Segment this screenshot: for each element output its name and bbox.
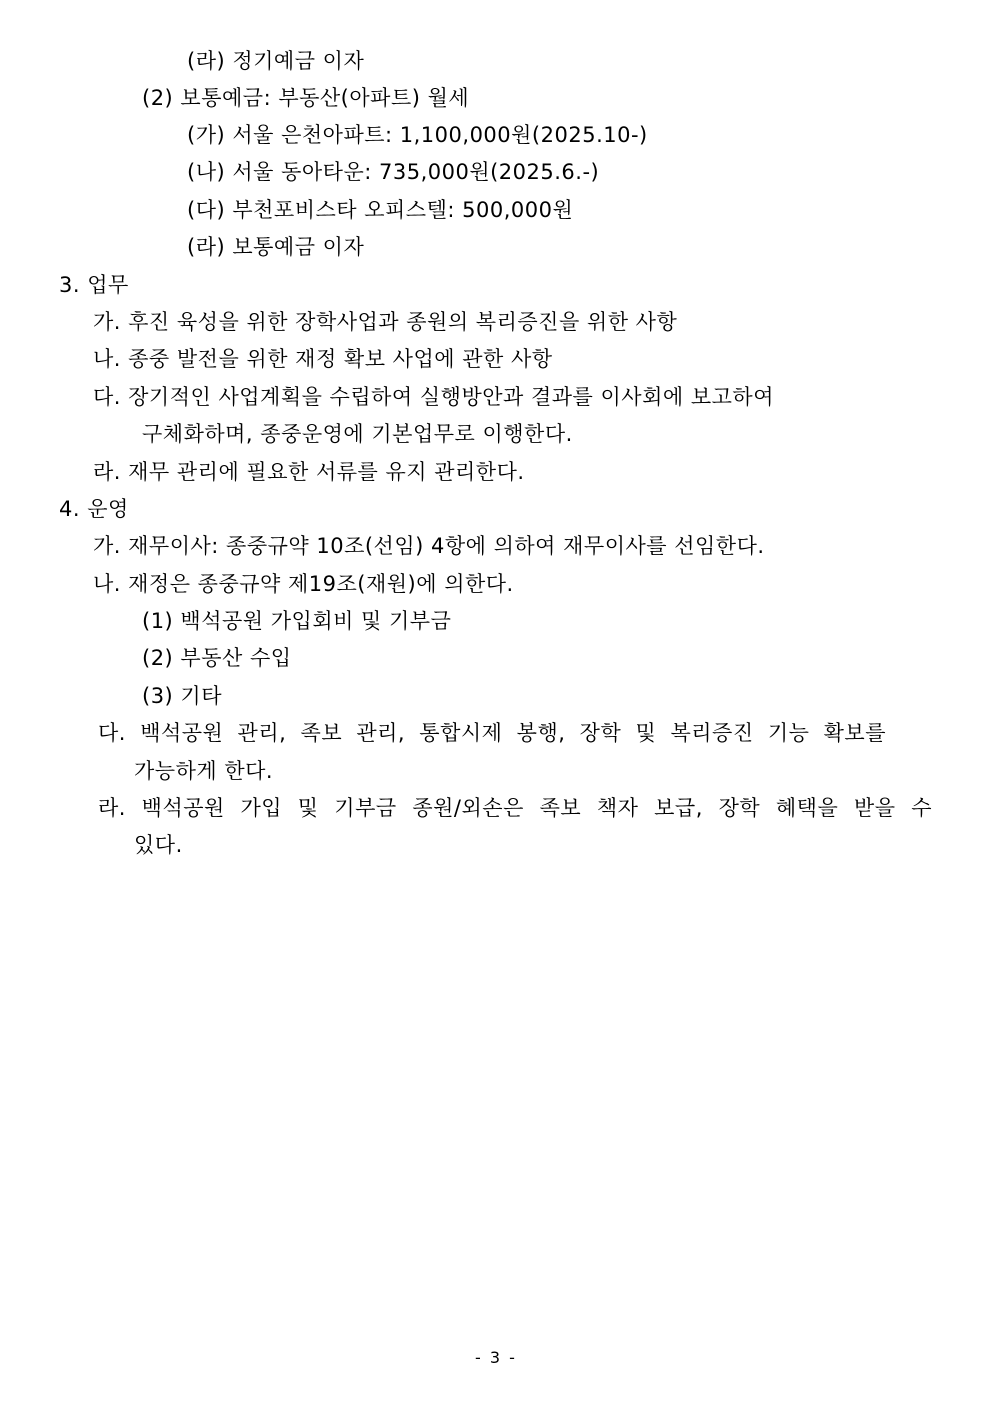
item-ra-fixed-deposit-interest: (라) 정기예금 이자 bbox=[187, 49, 365, 73]
item-ga-euncheon-apt: (가) 서울 은천아파트: 1,100,000원(2025.10-) bbox=[187, 123, 648, 147]
section-4-item-na: 나. 재정은 종중규약 제19조(재원)에 의한다. bbox=[93, 572, 514, 596]
section-4-item-da-cont: 가능하게 한다. bbox=[134, 759, 274, 783]
section-4-heading: 4. 운영 bbox=[59, 497, 129, 521]
section-4-item-ra-cont: 있다. bbox=[134, 833, 183, 857]
item-2-savings-rent: (2) 보통예금: 부동산(아파트) 월세 bbox=[142, 86, 470, 110]
section-3-item-na: 나. 종중 발전을 위한 재정 확보 사업에 관한 사항 bbox=[93, 347, 553, 371]
section-3-item-da: 다. 장기적인 사업계획을 수립하여 실행방안과 결과를 이사회에 보고하여 bbox=[93, 385, 774, 409]
item-na-donga-town: (나) 서울 동아타운: 735,000원(2025.6.-) bbox=[187, 160, 600, 184]
section-4-sub-2: (2) 부동산 수입 bbox=[142, 646, 292, 670]
item-da-bucheon-officetel: (다) 부천포비스타 오피스텔: 500,000원 bbox=[187, 198, 574, 222]
item-ra-savings-interest: (라) 보통예금 이자 bbox=[187, 235, 365, 259]
section-4-item-ra: 라. 백석공원 가입 및 기부금 종원/외손은 족보 책자 보급, 장학 혜택을 받을 수 bbox=[98, 796, 932, 820]
section-3-item-da-cont: 구체화하며, 종중운영에 기본업무로 이행한다. bbox=[142, 422, 573, 446]
section-4-item-ga: 가. 재무이사: 종중규약 10조(선임) 4항에 의하여 재무이사를 선임한다. bbox=[93, 534, 765, 558]
section-4-sub-3: (3) 기타 bbox=[142, 684, 222, 708]
section-4-item-da: 다. 백석공원 관리, 족보 관리, 통합시제 봉행, 장학 및 복리증진 기능 확보를 bbox=[98, 721, 886, 745]
section-3-item-ga: 가. 후진 육성을 위한 장학사업과 종원의 복리증진을 위한 사항 bbox=[93, 310, 678, 334]
section-3-item-ra: 라. 재무 관리에 필요한 서류를 유지 관리한다. bbox=[93, 460, 525, 484]
section-3-heading: 3. 업무 bbox=[59, 273, 129, 297]
section-4-sub-1: (1) 백석공원 가입회비 및 기부금 bbox=[142, 609, 452, 633]
page-number: - 3 - bbox=[475, 1348, 517, 1367]
